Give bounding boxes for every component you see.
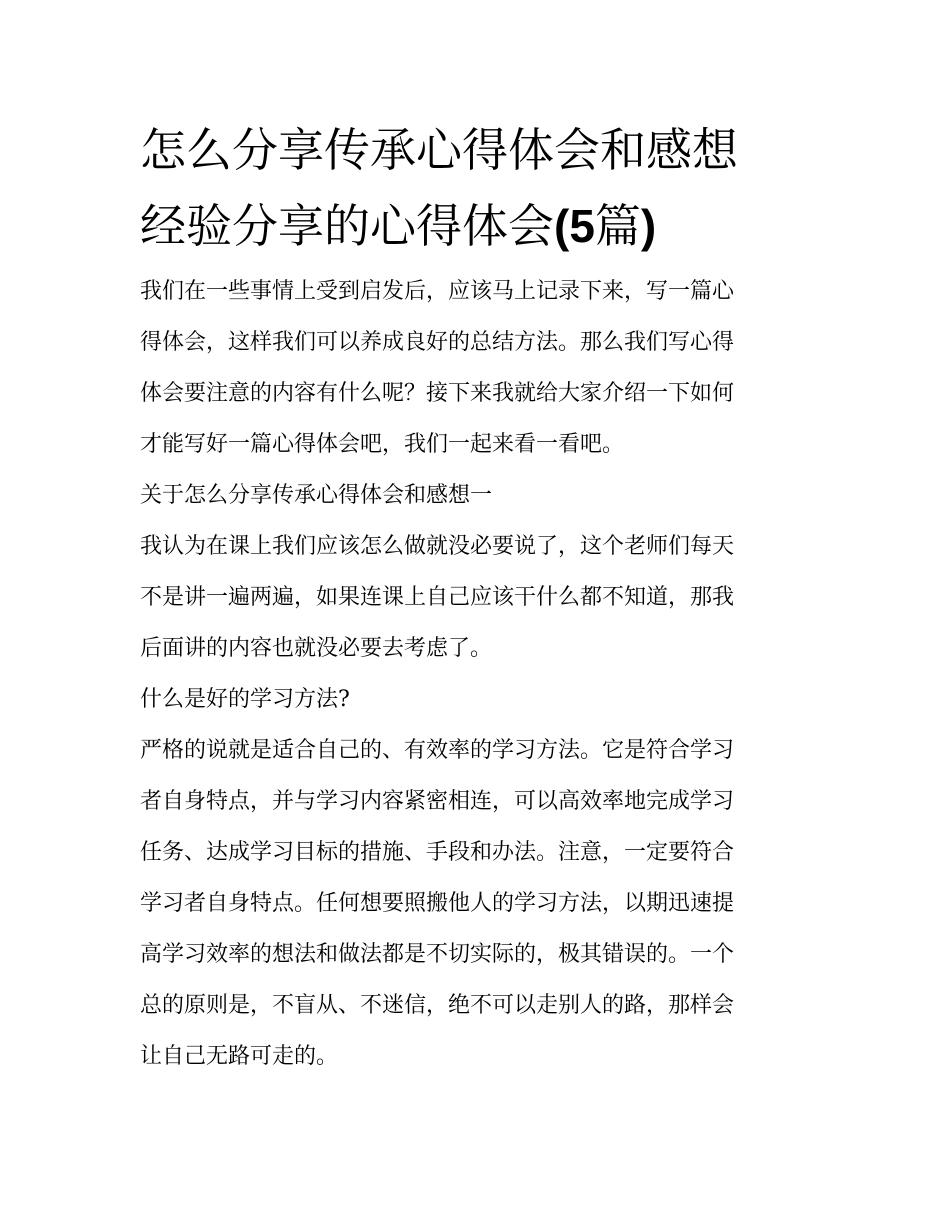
body-line: 体会要注意的内容有什么呢？接下来我就给大家介绍一下如何: [140, 381, 735, 406]
body-line: 让自己无路可走的。: [140, 1044, 339, 1069]
document-title: [140, 112, 812, 264]
question-line: 什么是好的学习方法?: [140, 687, 350, 712]
title-line-1: 怎么分享传承心得体会和感想: [140, 123, 738, 177]
body-line: 任务、达成学习目标的措施、手段和办法。注意，一定要符合: [140, 840, 735, 865]
body-line: 者自身特点，并与学习内容紧密相连，可以高效率地完成学习: [140, 789, 735, 814]
body-line: 我们在一些事情上受到启发后，应该马上记录下来，写一篇心: [140, 279, 735, 304]
title-line-2: [140, 188, 812, 264]
body-line: 得体会，这样我们可以养成良好的总结方法。那么我们写心得: [140, 330, 735, 355]
body-line: 后面讲的内容也就没必要去考虑了。: [140, 636, 493, 661]
document-body: [140, 266, 812, 1082]
document-page: [140, 112, 812, 1082]
title-line-2-close: ): [640, 200, 657, 252]
title-line-2-unit: 篇: [594, 199, 641, 253]
body-line: 我认为在课上我们应该怎么做就没必要说了，这个老师们每天: [140, 534, 735, 559]
body-line: 不是讲一遍两遍，如果连课上自己应该干什么都不知道，那我: [140, 585, 735, 610]
section-heading: 关于怎么分享传承心得体会和感想一: [140, 483, 493, 508]
title-line-2-number: (5: [554, 200, 595, 252]
body-line: 总的原则是，不盲从、不迷信，绝不可以走别人的路，那样会: [140, 993, 735, 1018]
body-line: 严格的说就是适合自己的、有效率的学习方法。它是符合学习: [140, 738, 735, 763]
body-line: 才能写好一篇心得体会吧，我们一起来看一看吧。: [140, 432, 625, 457]
body-line: 高学习效率的想法和做法都是不切实际的，极其错误的。一个: [140, 942, 735, 967]
title-line-2-text: 经验分享的心得体会: [140, 199, 554, 253]
body-line: 学习者自身特点。任何想要照搬他人的学习方法，以期迅速提: [140, 891, 735, 916]
